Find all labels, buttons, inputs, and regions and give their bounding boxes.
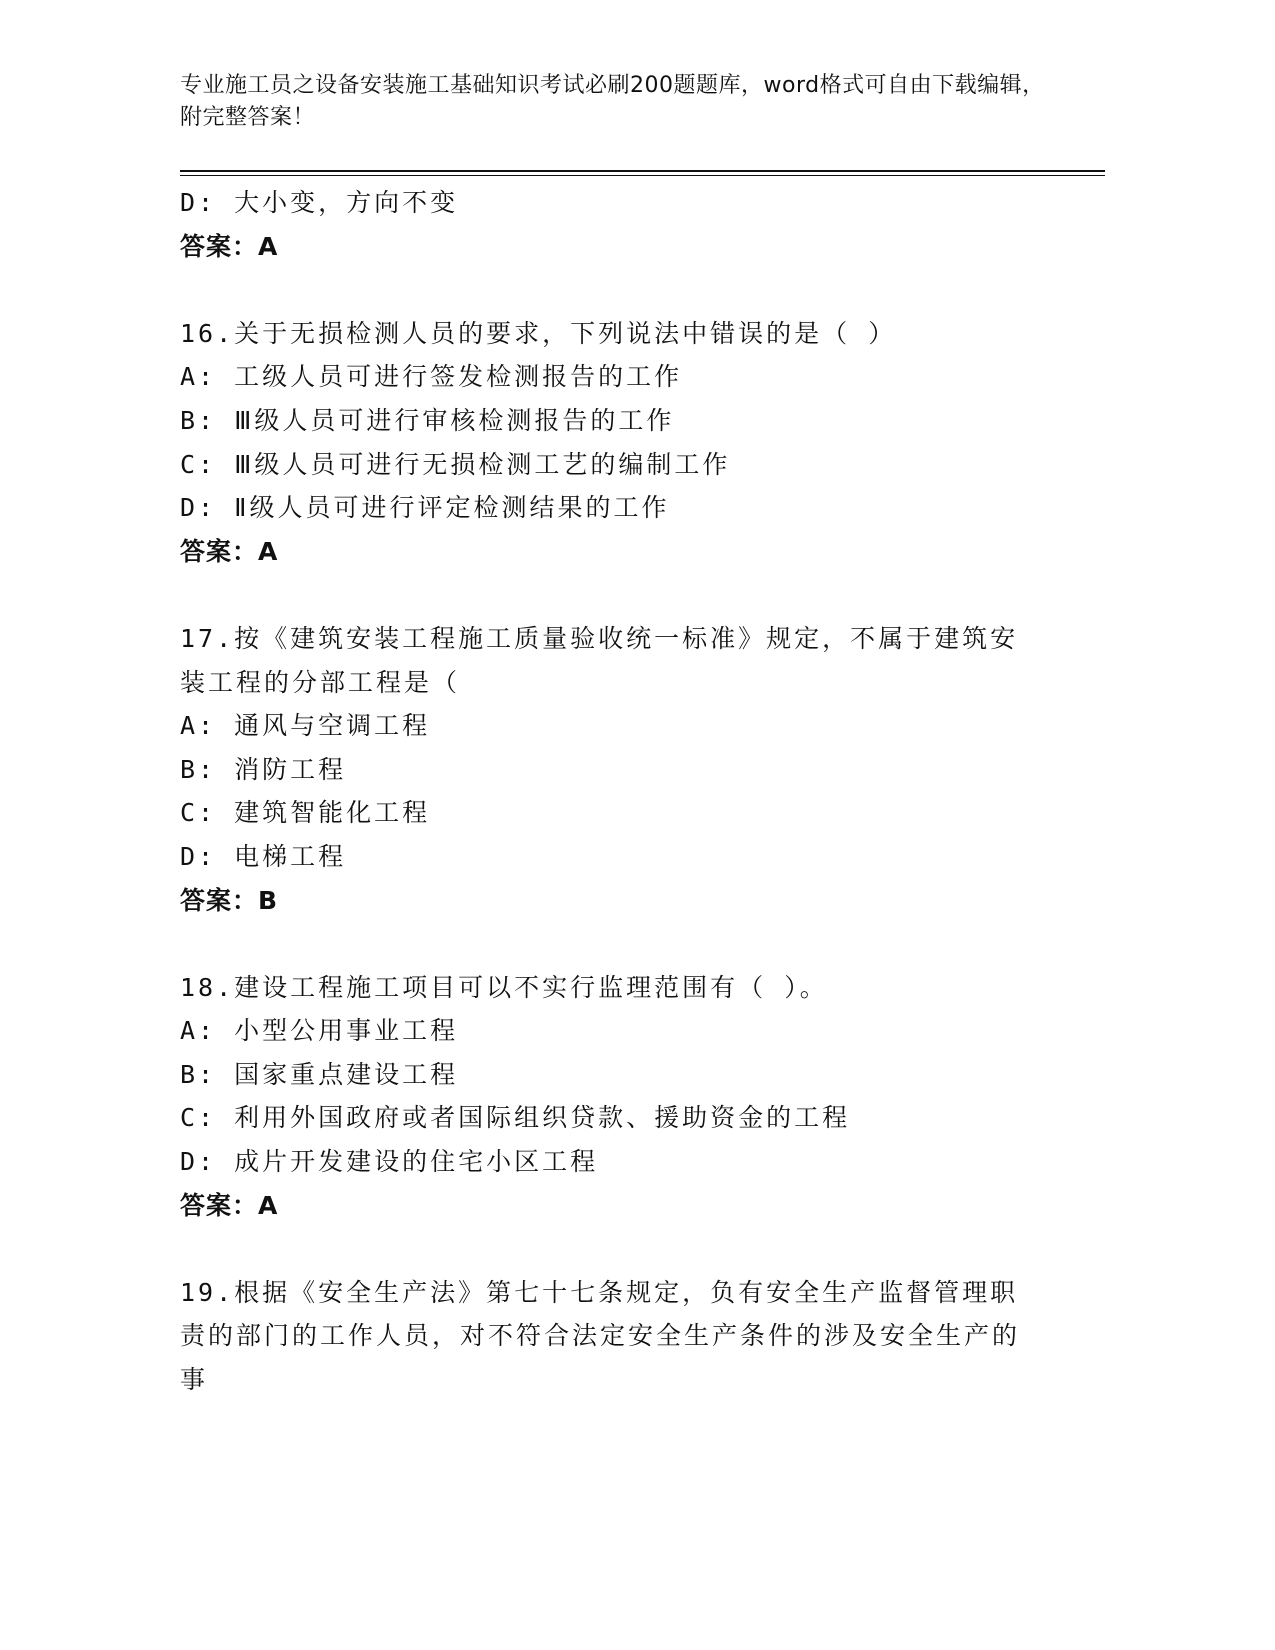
spacer [180,1227,1040,1271]
question-17-option-a: A: 通风与空调工程 [180,711,431,741]
question-16-option-d: D: Ⅱ级人员可进行评定检测结果的工作 [180,493,670,523]
header-divider-thick [180,170,1105,172]
question-16-option-c: C: Ⅲ级人员可进行无损检测工艺的编制工作 [180,449,731,479]
question-17-option-c: C: 建筑智能化工程 [180,798,431,828]
question-18-option-c: C: 利用外国政府或者国际组织贷款、援助资金的工程 [180,1103,851,1133]
option-d: D: 大小变，方向不变 [180,188,459,217]
question-17-answer: 答案：B [180,885,279,915]
question-18-option-b: B: 国家重点建设工程 [180,1059,459,1089]
question-18-answer: 答案：A [180,1190,279,1220]
question-19-stem: 19.根据《安全生产法》第七十七条规定，负有安全生产监督管理职责的部门的工作人员，对不符合法定安全生产条件的涉及安全生产的事 [180,1277,1021,1395]
question-17-option-d: D: 电梯工程 [180,841,347,871]
question-16-option-b: B: Ⅲ级人员可进行审核检测报告的工作 [180,405,675,435]
question-18-stem: 18.建设工程施工项目可以不实行监理范围有（ ）。 [180,972,828,1002]
document-header: 专业施工员之设备安装施工基础知识考试必刷200题题库，word格式可自由下载编辑，附完整答案！ [180,73,1045,130]
question-content [180,181,1040,1402]
spacer [180,922,1040,966]
spacer [180,573,1040,617]
question-16-answer: 答案：A [180,536,279,566]
header-divider-thin [180,175,1105,176]
question-17-option-b: B: 消防工程 [180,754,347,784]
spacer [180,268,1040,312]
question-18-option-d: D: 成片开发建设的住宅小区工程 [180,1147,599,1177]
question-18-option-a: A: 小型公用事业工程 [180,1016,459,1046]
answer-line: 答案：A [180,231,279,261]
question-16-stem: 16.关于无损检测人员的要求，下列说法中错误的是（ ） [180,318,897,348]
question-17-stem: 17.按《建筑安装工程施工质量验收统一标准》规定，不属于建筑安装工程的分部工程是（ [180,623,1019,697]
question-16-option-a: A: 工级人员可进行签发检测报告的工作 [180,362,683,392]
